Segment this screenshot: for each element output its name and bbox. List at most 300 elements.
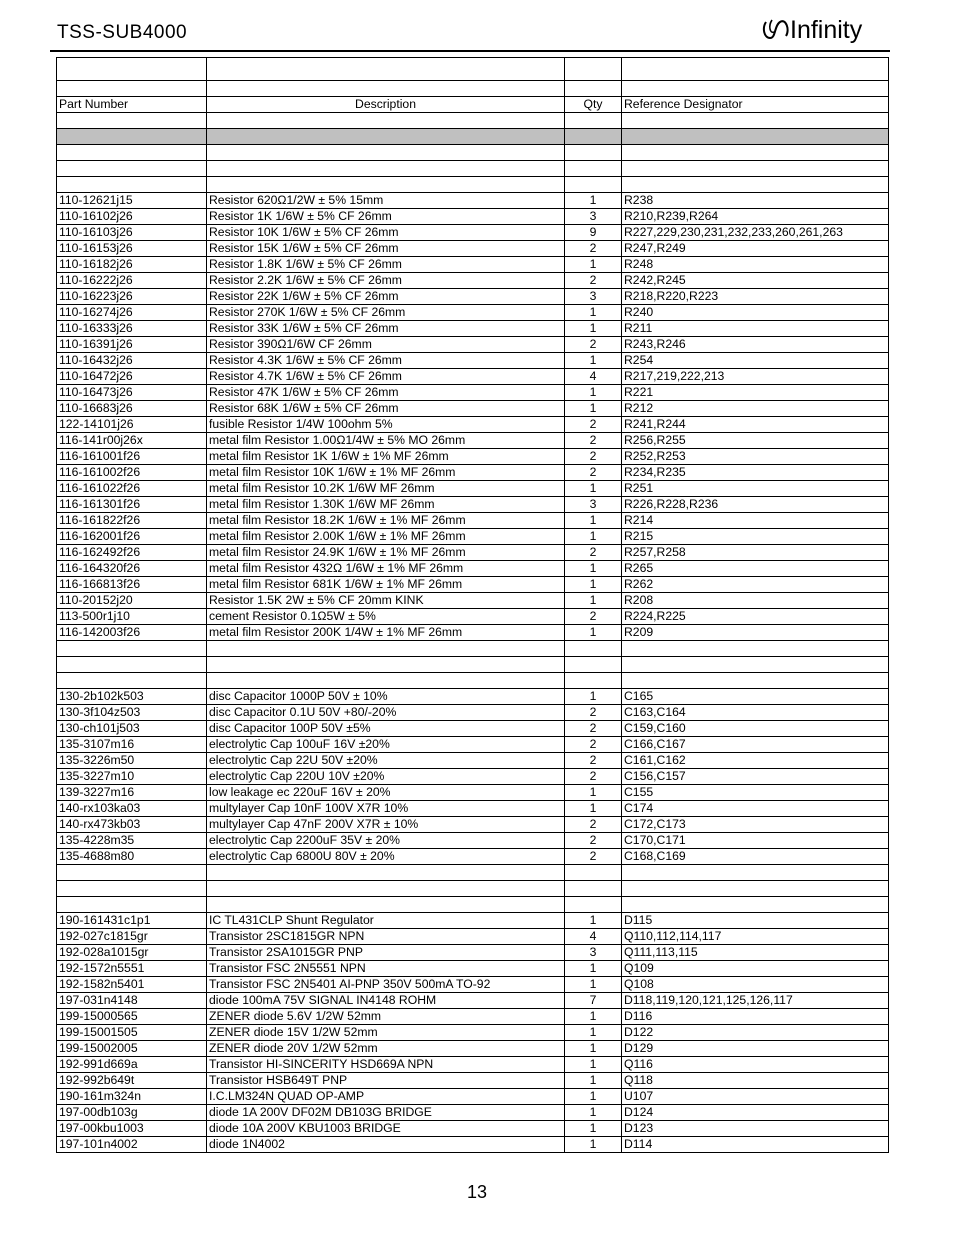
qty: 1: [565, 1057, 622, 1073]
table-row: [57, 721, 889, 737]
part-number: 135-3226m50: [57, 753, 207, 769]
part-number: 116-162492f26: [57, 545, 207, 561]
qty: 7: [565, 993, 622, 1009]
description: disc Capacitor 100P 50V ±5%: [207, 721, 565, 737]
empty-cell: [207, 865, 565, 881]
empty-cell: [622, 81, 889, 97]
reference-designator: U107: [622, 1089, 889, 1105]
empty-cell: [622, 113, 889, 129]
qty: 1: [565, 481, 622, 497]
description: Transistor FSC 2N5401 AI-PNP 350V 500mA TO-92: [207, 977, 565, 993]
description: Resistor 10K 1/6W ± 5% CF 26mm: [207, 225, 565, 241]
description: Transistor HSB649T PNP: [207, 1073, 565, 1089]
description: metal film Resistor 1.30K 1/6W MF 26mm: [207, 497, 565, 513]
table-row: [57, 273, 889, 289]
table-row: [57, 449, 889, 465]
reference-designator: R254: [622, 353, 889, 369]
qty: 1: [565, 513, 622, 529]
reference-designator: C163,C164: [622, 705, 889, 721]
table-row: [57, 609, 889, 625]
qty: 2: [565, 449, 622, 465]
empty-cell: [622, 657, 889, 673]
table-row: [57, 369, 889, 385]
reference-designator: R208: [622, 593, 889, 609]
part-number: 135-3227m10: [57, 769, 207, 785]
description: ZENER diode 20V 1/2W 52mm: [207, 1041, 565, 1057]
reference-designator: R252,R253: [622, 449, 889, 465]
description: diode 1N4002: [207, 1137, 565, 1153]
empty-cell: [565, 641, 622, 657]
description: Transistor 2SA1015GR PNP: [207, 945, 565, 961]
reference-designator: R226,R228,R236: [622, 497, 889, 513]
table-row: [57, 497, 889, 513]
table-row: [57, 961, 889, 977]
reference-designator: Q109: [622, 961, 889, 977]
qty: 1: [565, 1105, 622, 1121]
part-number: 110-16222j26: [57, 273, 207, 289]
table-row: [57, 753, 889, 769]
description: multylayer Cap 10nF 100V X7R 10%: [207, 801, 565, 817]
reference-designator: R221: [622, 385, 889, 401]
description: Transistor 2SC1815GR NPN: [207, 929, 565, 945]
table-row: [57, 561, 889, 577]
part-number: 130-3f104z503: [57, 705, 207, 721]
qty: 1: [565, 321, 622, 337]
table-row: [57, 945, 889, 961]
description-header: Description: [207, 97, 565, 113]
description: electrolytic Cap 2200uF 35V ± 20%: [207, 833, 565, 849]
reference-designator: R217,219,222,213: [622, 369, 889, 385]
part-number: 135-4228m35: [57, 833, 207, 849]
spacer-row: [57, 865, 889, 881]
part-number: 199-15001505: [57, 1025, 207, 1041]
qty: 1: [565, 689, 622, 705]
qty: 1: [565, 1041, 622, 1057]
reference-designator: R227,229,230,231,232,233,260,261,263: [622, 225, 889, 241]
description: Resistor 2.2K 1/6W ± 5% CF 26mm: [207, 273, 565, 289]
part-number: 116-166813f26: [57, 577, 207, 593]
reference-designator: D123: [622, 1121, 889, 1137]
reference-designator: D114: [622, 1137, 889, 1153]
part-number-header: Part Number: [57, 97, 207, 113]
table-row: [57, 1121, 889, 1137]
qty: 2: [565, 417, 622, 433]
table-row: [57, 1073, 889, 1089]
table-row: [57, 785, 889, 801]
qty: 1: [565, 785, 622, 801]
part-number: 139-3227m16: [57, 785, 207, 801]
qty: 1: [565, 529, 622, 545]
part-number: 110-16432j26: [57, 353, 207, 369]
qty: 1: [565, 401, 622, 417]
description: I.C.LM324N QUAD OP-AMP: [207, 1089, 565, 1105]
spacer-row: [57, 58, 889, 81]
description: Resistor 68K 1/6W ± 5% CF 26mm: [207, 401, 565, 417]
qty: 4: [565, 369, 622, 385]
part-number: 192-992b649t: [57, 1073, 207, 1089]
empty-cell: [565, 129, 622, 145]
empty-cell: [622, 161, 889, 177]
table-row: [57, 801, 889, 817]
reference-designator: D122: [622, 1025, 889, 1041]
table-row: [57, 1137, 889, 1153]
empty-cell: [565, 161, 622, 177]
table-row: [57, 1025, 889, 1041]
spacer-row: [57, 641, 889, 657]
table-row: [57, 625, 889, 641]
spacer-row: [57, 673, 889, 689]
table-row: [57, 401, 889, 417]
qty: 1: [565, 1025, 622, 1041]
reference-designator: C172,C173: [622, 817, 889, 833]
table-row: [57, 769, 889, 785]
table-row: [57, 1105, 889, 1121]
empty-cell: [565, 673, 622, 689]
qty: 1: [565, 801, 622, 817]
qty: 2: [565, 833, 622, 849]
reference-designator: R251: [622, 481, 889, 497]
table-row: [57, 465, 889, 481]
empty-cell: [57, 881, 207, 897]
part-number: 110-16391j26: [57, 337, 207, 353]
description: metal film Resistor 432Ω 1/6W ± 1% MF 26mm: [207, 561, 565, 577]
table-row: [57, 417, 889, 433]
reference-designator: D116: [622, 1009, 889, 1025]
page-number: 13: [466, 1182, 488, 1202]
reference-designator: C161,C162: [622, 753, 889, 769]
part-number: 116-161002f26: [57, 465, 207, 481]
table-row: [57, 849, 889, 865]
table-row: [57, 305, 889, 321]
qty: 1: [565, 593, 622, 609]
description: Resistor 15K 1/6W ± 5% CF 26mm: [207, 241, 565, 257]
table-row: [57, 833, 889, 849]
part-number: 192-028a1015gr: [57, 945, 207, 961]
reference-designator: R257,R258: [622, 545, 889, 561]
part-number: 192-1572n5551: [57, 961, 207, 977]
table-row: [57, 337, 889, 353]
reference-designator: R248: [622, 257, 889, 273]
table-row: [57, 433, 889, 449]
part-number: 190-161m324n: [57, 1089, 207, 1105]
part-number: 110-20152j20: [57, 593, 207, 609]
empty-cell: [207, 145, 565, 161]
part-number: 122-14101j26: [57, 417, 207, 433]
part-number: 116-164320f26: [57, 561, 207, 577]
part-number: 197-00db103g: [57, 1105, 207, 1121]
description: metal film Resistor 10K 1/6W ± 1% MF 26mm: [207, 465, 565, 481]
reference-designator: Q111,113,115: [622, 945, 889, 961]
description: electrolytic Cap 6800U 80V ± 20%: [207, 849, 565, 865]
table-row: [57, 529, 889, 545]
reference-designator: R234,R235: [622, 465, 889, 481]
empty-cell: [57, 81, 207, 97]
description: metal film Resistor 2.00K 1/6W ± 1% MF 26mm: [207, 529, 565, 545]
description: IC TL431CLP Shunt Regulator: [207, 913, 565, 929]
qty: 2: [565, 753, 622, 769]
qty: 3: [565, 945, 622, 961]
description: metal film Resistor 681K 1/6W ± 1% MF 26mm: [207, 577, 565, 593]
part-number: 110-16472j26: [57, 369, 207, 385]
part-number: 190-161431c1p1: [57, 913, 207, 929]
table-row: [57, 913, 889, 929]
part-number: 197-031n4148: [57, 993, 207, 1009]
description: diode 100mA 75V SIGNAL IN4148 ROHM: [207, 993, 565, 1009]
table-row: [57, 993, 889, 1009]
part-number: 110-16182j26: [57, 257, 207, 273]
reference-designator: D115: [622, 913, 889, 929]
empty-cell: [565, 865, 622, 881]
qty: 2: [565, 465, 622, 481]
empty-cell: [207, 161, 565, 177]
description: Resistor 4.3K 1/6W ± 5% CF 26mm: [207, 353, 565, 369]
empty-cell: [565, 177, 622, 193]
reference-designator: R265: [622, 561, 889, 577]
spacer-row: [57, 113, 889, 129]
reference-designator: Q108: [622, 977, 889, 993]
qty: 1: [565, 385, 622, 401]
qty: 2: [565, 721, 622, 737]
description: Resistor 1.5K 2W ± 5% CF 20mm KINK: [207, 593, 565, 609]
table-row: [57, 225, 889, 241]
table-row: [57, 689, 889, 705]
description: Resistor 390Ω1/6W CF 26mm: [207, 337, 565, 353]
empty-cell: [565, 145, 622, 161]
table-row: [57, 737, 889, 753]
table-row: [57, 1089, 889, 1105]
part-number: 110-16333j26: [57, 321, 207, 337]
reference-designator: Q116: [622, 1057, 889, 1073]
empty-cell: [57, 177, 207, 193]
part-number: 110-16223j26: [57, 289, 207, 305]
empty-cell: [207, 113, 565, 129]
qty: 2: [565, 817, 622, 833]
reference-designator: C165: [622, 689, 889, 705]
description: Resistor 33K 1/6W ± 5% CF 26mm: [207, 321, 565, 337]
qty: 1: [565, 305, 622, 321]
empty-cell: [622, 897, 889, 913]
table-row: [57, 385, 889, 401]
empty-cell: [622, 129, 889, 145]
description: Resistor 1.8K 1/6W ± 5% CF 26mm: [207, 257, 565, 273]
empty-cell: [565, 657, 622, 673]
empty-cell: [207, 58, 565, 81]
qty: 2: [565, 849, 622, 865]
reference-designator: R209: [622, 625, 889, 641]
qty: 2: [565, 337, 622, 353]
empty-cell: [207, 657, 565, 673]
reference-designator: R243,R246: [622, 337, 889, 353]
qty: 2: [565, 609, 622, 625]
description: cement Resistor 0.1Ω5W ± 5%: [207, 609, 565, 625]
reference-designator: Q118: [622, 1073, 889, 1089]
reference-designator: R224,R225: [622, 609, 889, 625]
empty-cell: [565, 113, 622, 129]
part-number: 110-16473j26: [57, 385, 207, 401]
empty-cell: [622, 641, 889, 657]
description: Resistor 620Ω1/2W ± 5% 15mm: [207, 193, 565, 209]
qty: 1: [565, 961, 622, 977]
empty-cell: [565, 881, 622, 897]
description: diode 1A 200V DF02M DB103G BRIDGE: [207, 1105, 565, 1121]
qty: 3: [565, 497, 622, 513]
reference-designator: Q110,112,114,117: [622, 929, 889, 945]
description: Transistor FSC 2N5551 NPN: [207, 961, 565, 977]
empty-cell: [622, 145, 889, 161]
qty: 1: [565, 561, 622, 577]
description: metal film Resistor 10.2K 1/6W MF 26mm: [207, 481, 565, 497]
qty: 2: [565, 241, 622, 257]
part-number: 197-00kbu1003: [57, 1121, 207, 1137]
reference-designator: R214: [622, 513, 889, 529]
reference-designator: C168,C169: [622, 849, 889, 865]
qty: 1: [565, 1073, 622, 1089]
part-number: 110-16153j26: [57, 241, 207, 257]
header-rule: [50, 50, 890, 52]
part-number: 199-15002005: [57, 1041, 207, 1057]
description: diode 10A 200V KBU1003 BRIDGE: [207, 1121, 565, 1137]
empty-cell: [622, 177, 889, 193]
part-number: 110-16274j26: [57, 305, 207, 321]
empty-cell: [57, 161, 207, 177]
qty: 1: [565, 913, 622, 929]
reference-designator-header: Reference Designator: [622, 97, 889, 113]
empty-cell: [57, 129, 207, 145]
empty-cell: [57, 58, 207, 81]
reference-designator: R247,R249: [622, 241, 889, 257]
empty-cell: [207, 81, 565, 97]
description: disc Capacitor 0.1U 50V +80/-20%: [207, 705, 565, 721]
part-number: 140-rx103ka03: [57, 801, 207, 817]
table-row: [57, 577, 889, 593]
table-row: [57, 977, 889, 993]
reference-designator: R241,R244: [622, 417, 889, 433]
table-row: [57, 513, 889, 529]
reference-designator: C156,C157: [622, 769, 889, 785]
qty: 1: [565, 625, 622, 641]
reference-designator: D118,119,120,121,125,126,117: [622, 993, 889, 1009]
spacer-row: [57, 881, 889, 897]
qty: 1: [565, 193, 622, 209]
part-number: 116-161001f26: [57, 449, 207, 465]
table-row: [57, 929, 889, 945]
description: Transistor HI-SINCERITY HSD669A NPN: [207, 1057, 565, 1073]
qty: 9: [565, 225, 622, 241]
qty: 2: [565, 545, 622, 561]
table-row: [57, 1009, 889, 1025]
reference-designator: R238: [622, 193, 889, 209]
reference-designator: D129: [622, 1041, 889, 1057]
table-row: [57, 321, 889, 337]
description: electrolytic Cap 220U 10V ±20%: [207, 769, 565, 785]
reference-designator: R215: [622, 529, 889, 545]
part-number: 116-142003f26: [57, 625, 207, 641]
table-row: [57, 545, 889, 561]
empty-cell: [57, 657, 207, 673]
empty-cell: [565, 897, 622, 913]
qty: 2: [565, 769, 622, 785]
qty: 1: [565, 1137, 622, 1153]
part-number: 192-027c1815gr: [57, 929, 207, 945]
empty-cell: [207, 673, 565, 689]
section-bar: [57, 129, 889, 145]
part-number: 110-12621j15: [57, 193, 207, 209]
empty-cell: [622, 673, 889, 689]
table-row: [57, 705, 889, 721]
part-number: 110-16103j26: [57, 225, 207, 241]
qty: 3: [565, 289, 622, 305]
spacer-row: [57, 657, 889, 673]
table-row: [57, 257, 889, 273]
description: Resistor 270K 1/6W ± 5% CF 26mm: [207, 305, 565, 321]
empty-cell: [207, 129, 565, 145]
reference-designator: R212: [622, 401, 889, 417]
reference-designator: R240: [622, 305, 889, 321]
qty: 2: [565, 273, 622, 289]
description: metal film Resistor 24.9K 1/6W ± 1% MF 26mm: [207, 545, 565, 561]
reference-designator: R211: [622, 321, 889, 337]
empty-cell: [207, 881, 565, 897]
empty-cell: [57, 673, 207, 689]
table-row: [57, 241, 889, 257]
reference-designator: D124: [622, 1105, 889, 1121]
spacer-row: [57, 161, 889, 177]
description: fusible Resistor 1/4W 100ohm 5%: [207, 417, 565, 433]
empty-cell: [57, 865, 207, 881]
part-number: 116-162001f26: [57, 529, 207, 545]
description: electrolytic Cap 22U 50V ±20%: [207, 753, 565, 769]
description: low leakage ec 220uF 16V ± 20%: [207, 785, 565, 801]
reference-designator: R218,R220,R223: [622, 289, 889, 305]
part-number: 116-161022f26: [57, 481, 207, 497]
part-number: 199-15000565: [57, 1009, 207, 1025]
reference-designator: C174: [622, 801, 889, 817]
reference-designator: C166,C167: [622, 737, 889, 753]
qty-header: Qty: [565, 97, 622, 113]
reference-designator: R256,R255: [622, 433, 889, 449]
empty-cell: [622, 881, 889, 897]
model-title: TSS-SUB4000: [57, 22, 188, 43]
empty-cell: [57, 145, 207, 161]
spacer-row: [57, 897, 889, 913]
qty: 1: [565, 1089, 622, 1105]
qty: 4: [565, 929, 622, 945]
empty-cell: [207, 897, 565, 913]
part-number: 130-ch101j503: [57, 721, 207, 737]
part-number: 116-141r00j26x: [57, 433, 207, 449]
spacer-row: [57, 81, 889, 97]
part-number: 192-1582n5401: [57, 977, 207, 993]
table-row: [57, 289, 889, 305]
description: Resistor 1K 1/6W ± 5% CF 26mm: [207, 209, 565, 225]
part-number: 116-161822f26: [57, 513, 207, 529]
empty-cell: [207, 177, 565, 193]
infinity-logo: [760, 8, 885, 48]
description: disc Capacitor 1000P 50V ± 10%: [207, 689, 565, 705]
description: metal film Resistor 18.2K 1/6W ± 1% MF 26mm: [207, 513, 565, 529]
part-number: 110-16683j26: [57, 401, 207, 417]
empty-cell: [565, 58, 622, 81]
empty-cell: [565, 81, 622, 97]
table-row: [57, 593, 889, 609]
table-row: [57, 353, 889, 369]
qty: 3: [565, 209, 622, 225]
part-number: 130-2b102k503: [57, 689, 207, 705]
part-number: 197-101n4002: [57, 1137, 207, 1153]
description: metal film Resistor 1.00Ω1/4W ± 5% MO 26mm: [207, 433, 565, 449]
reference-designator: R242,R245: [622, 273, 889, 289]
reference-designator: R262: [622, 577, 889, 593]
